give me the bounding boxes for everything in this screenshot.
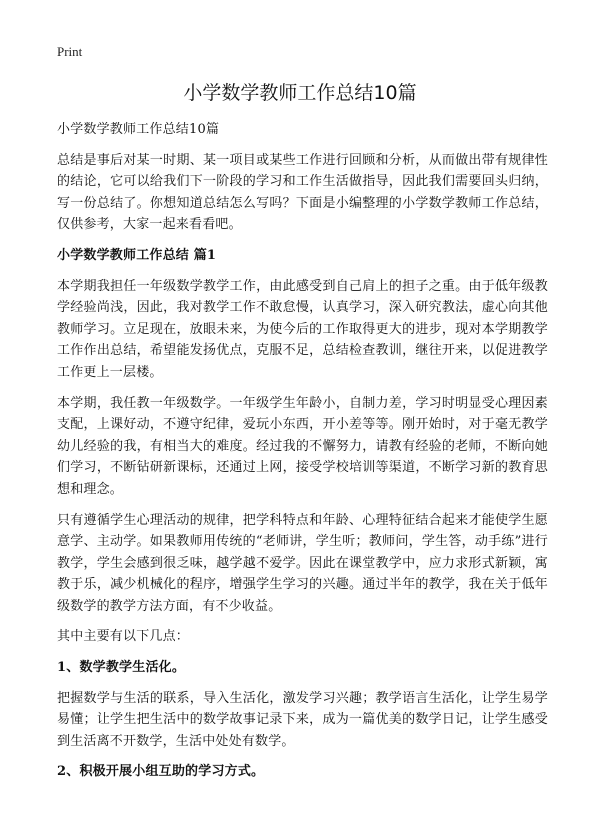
document-body — [57, 119, 548, 792]
point-paragraph-1: 把握数学与生活的联系，导入生活化，激发学习兴趣；教学语言生活化，让学生易学易懂；让学生把生活中的数学故事记录下来，成为一篇优美的数学日记，让学生感受到生活离不开数学，生活中处处有数学。 — [57, 690, 548, 749]
document-subtitle: 小学数学教师工作总结10篇 — [57, 122, 220, 137]
document-title: 小学数学教师工作总结10篇 — [183, 82, 417, 104]
section-heading: 小学数学教师工作总结 篇1 — [57, 247, 217, 263]
print-label: Print — [57, 44, 83, 59]
point-heading-2: 2、积极开展小组互助的学习方式。 — [57, 764, 265, 780]
intro-paragraph: 总结是事后对某一时期、某一项目或某些工作进行回顾和分析，从而做出带有规律性的结论，它可以给我们下一阶段的学习和工作生活做指导，因此我们需要回头归纳，写一份总结了。你想知道总结怎么写吗？下面是小编整理的小学数学教师工作总结，仅供参考，大家一起来看看吧。 — [57, 152, 548, 233]
point-heading-1: 1、数学教学生活化。 — [57, 660, 186, 676]
body-paragraph-3: 只有遵循学生心理活动的规律，把学科特点和年龄、心理特征结合起来才能使学生愿意学、主动学。如果教师用传统的“老师讲，学生听；教师问，学生答，动手练”进行教学，学生会感到很乏味，越学越不爱学。因此在课堂教学中，应力求形式新颖，寓教于乐，减少机械化的程序，增强学生学习的兴趣。通过半年的教学，我在关于低年级数学的教学方法方面，有不少收益。 — [57, 512, 548, 614]
body-paragraph-1: 本学期我担任一年级数学教学工作，由此感受到自己肩上的担子之重。由于低年级教学经验尚浅，因此，我对教学工作不敢怠慢，认真学习，深入研究教法，虚心向其他教师学习。立足现在，放眼未来，为使今后的工作取得更大的进步，现对本学期教学工作作出总结，希望能发扬优点，克服不足，总结检查教训，继往开来，以促进教学工作更上一层楼。 — [57, 278, 548, 380]
body-paragraph-4: 其中主要有以下几点： — [57, 629, 190, 645]
body-paragraph-2: 本学期，我任教一年级数学。一年级学生年龄小，自制力差，学习时明显受心理因素支配，上课好动，不遵守纪律，爱玩小东西，开小差等等。刚开始时，对于毫无教学幼儿经验的我，有相当大的难度。经过我的不懈努力，请教有经验的老师，不断向她们学习，不断钻研新课标，还通过上网，接受学校培训等渠道，不断学习新的教育思想和理念。 — [57, 395, 548, 497]
